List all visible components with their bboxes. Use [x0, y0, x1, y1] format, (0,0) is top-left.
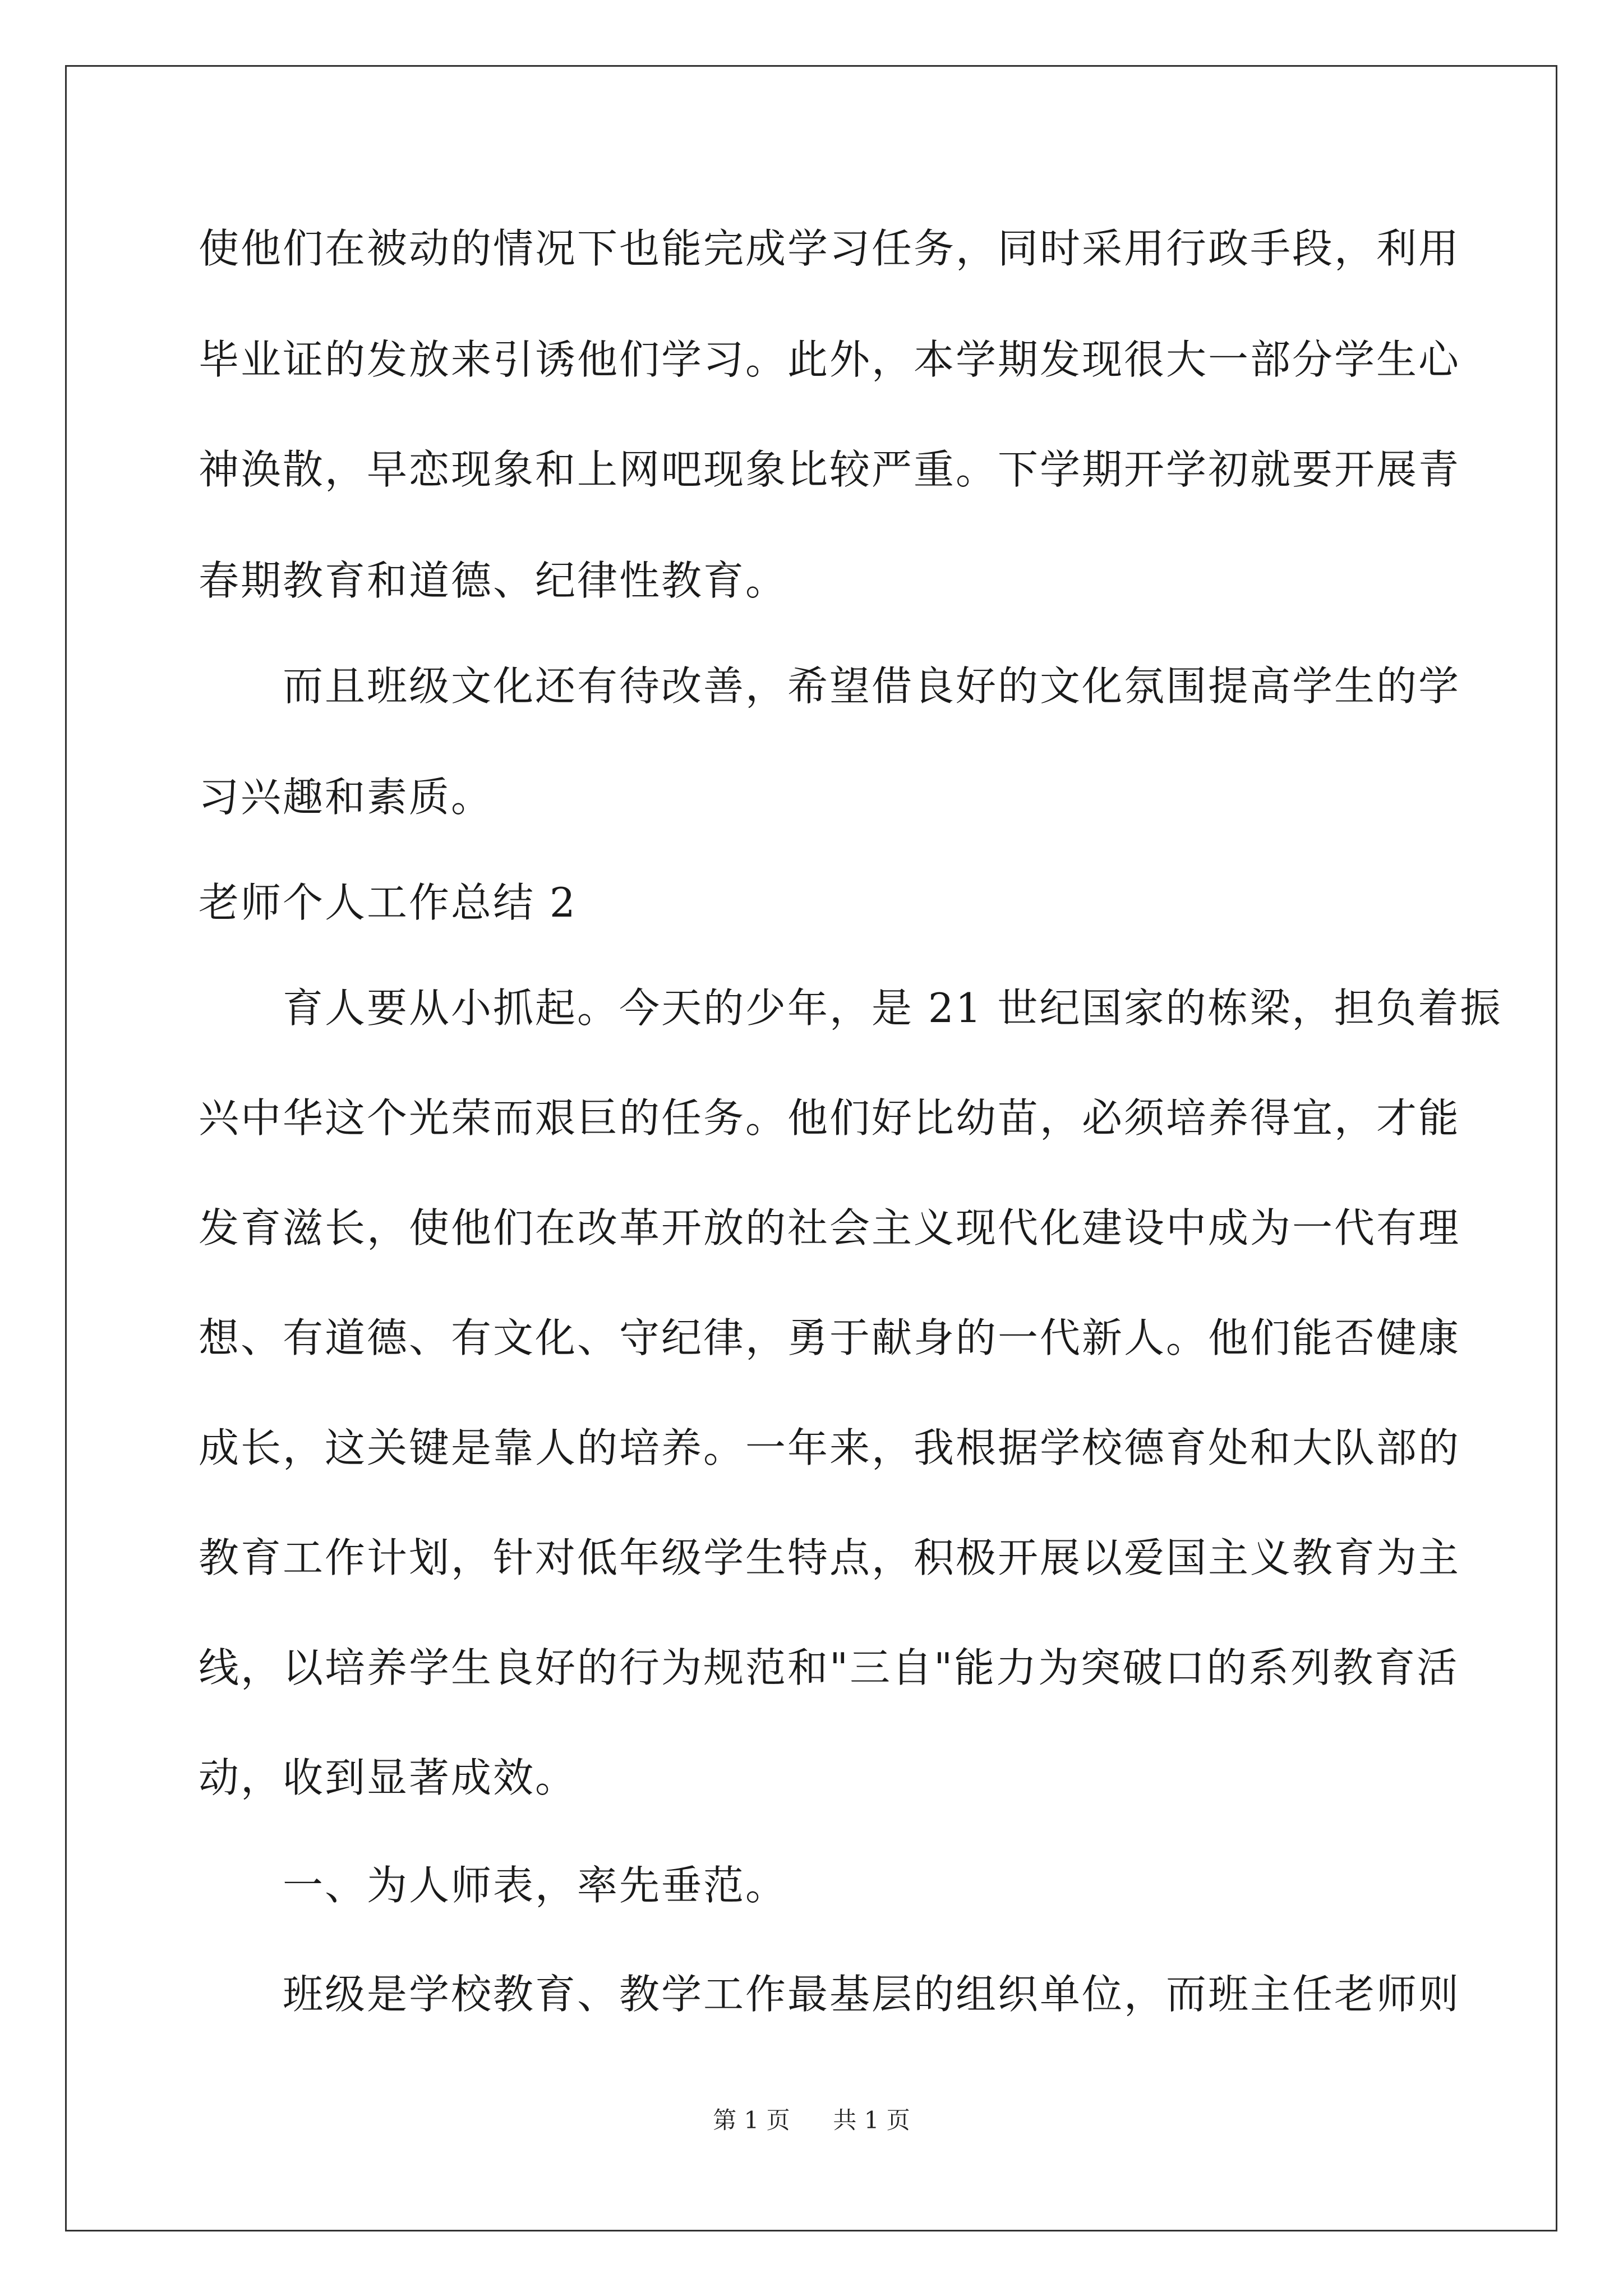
paragraph-line: 春期教育和道德、纪律性教育。	[199, 557, 788, 604]
paragraph-line: 毕业证的发放来引诱他们学习。此外，本学期发现很大一部分学生心	[199, 336, 1461, 383]
paragraph-line: 教育工作计划，针对低年级学生特点，积极开展以爱国主义教育为主	[199, 1534, 1461, 1581]
paragraph-line: 成长，这关键是靠人的培养。一年来，我根据学校德育处和大队部的	[199, 1424, 1461, 1471]
page-number: 第 1 页	[713, 2106, 790, 2134]
section-heading: 老师个人工作总结 2	[199, 879, 577, 926]
paragraph-line: 育人要从小抓起。今天的少年，是 21 世纪国家的栋梁，担负着振	[283, 984, 1502, 1032]
paragraph-line: 想、有道德、有文化、守纪律，勇于献身的一代新人。他们能否健康	[199, 1314, 1461, 1361]
subsection-heading: 一、为人师表，率先垂范。	[283, 1862, 788, 1909]
page-footer	[0, 2105, 1623, 2136]
paragraph-line: 习兴趣和素质。	[199, 774, 494, 821]
paragraph-line: 班级是学校教育、教学工作最基层的组织单位，而班主任老师则	[283, 1971, 1461, 2018]
paragraph-line: 使他们在被动的情况下也能完成学习任务，同时采用行政手段，利用	[199, 225, 1461, 272]
page-total: 共 1 页	[833, 2106, 910, 2134]
paragraph-line: 兴中华这个光荣而艰巨的任务。他们好比幼苗，必须培养得宜，才能	[199, 1094, 1461, 1142]
paragraph-line: 神涣散，早恋现象和上网吧现象比较严重。下学期开学初就要开展青	[199, 446, 1461, 493]
paragraph-line: 而且班级文化还有待改善，希望借良好的文化氛围提高学生的学	[283, 662, 1461, 710]
paragraph-line: 动，收到显著成效。	[199, 1754, 578, 1801]
paragraph-line: 发育滋长，使他们在改革开放的社会主义现代化建设中成为一代有理	[199, 1204, 1461, 1251]
paragraph-line: 线，以培养学生良好的行为规范和"三自"能力为突破口的系列教育活	[199, 1644, 1459, 1691]
